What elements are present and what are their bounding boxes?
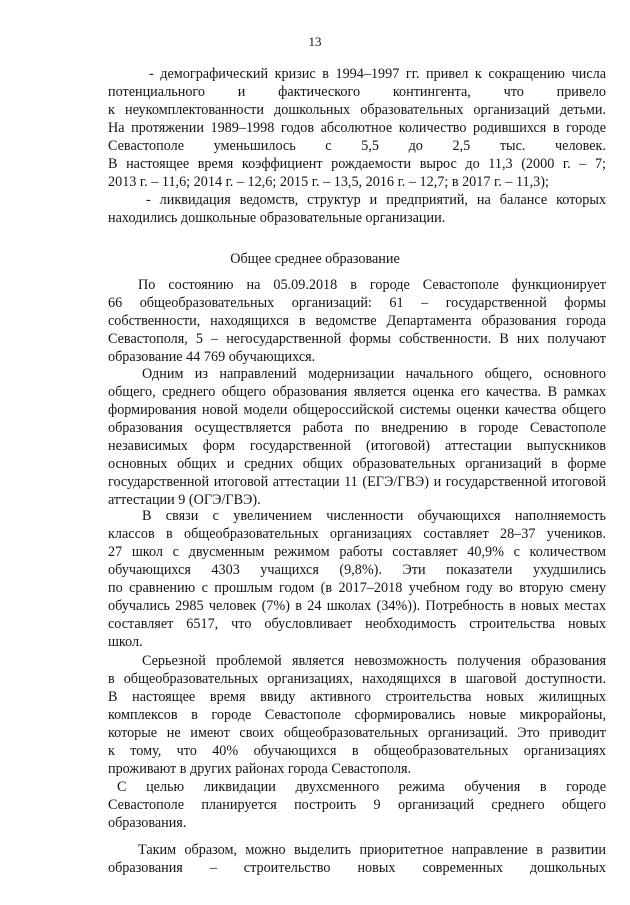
text-line: - демографический кризис в 1994–1997 гг. привел к сокращению числа bbox=[149, 66, 606, 82]
text-line: Таким образом, можно выделить приоритетное направление в развитии bbox=[138, 842, 606, 858]
text-line: потенциального и фактического контингента, что привело bbox=[108, 84, 606, 100]
text-line: 2013 г. – 11,6; 2014 г. – 12,6; 2015 г. – 13,5, 2016 г. – 12,7; в 2017 г. – 11,3); bbox=[108, 174, 549, 190]
text-line: образования осуществляется работа по внедрению в городе Севастополе bbox=[108, 420, 606, 436]
text-line: школ. bbox=[108, 634, 143, 650]
text-line: составляет 6517, что обусловливает необходимость строительства новых bbox=[108, 616, 606, 632]
text-line: На протяжении 1989–1998 годов абсолютное количество родившихся в городе bbox=[108, 120, 606, 136]
text-line: С целью ликвидации двухсменного режима обучения в городе bbox=[117, 779, 606, 795]
page-number: 13 bbox=[308, 34, 322, 49]
text-line: находились дошкольные образовательные организации. bbox=[108, 210, 446, 226]
text-line: образования – строительство новых современных дошкольных bbox=[108, 860, 606, 876]
text-line: В настоящее время ввиду активного строительства новых жилищных bbox=[108, 689, 606, 705]
text-line: Серьезной проблемой является невозможность получения образования bbox=[142, 653, 606, 669]
text-line: образования. bbox=[108, 815, 187, 831]
text-line: Севастополя, 5 – негосударственной формы собственности. В них получают bbox=[108, 331, 606, 347]
text-line: Одним из направлений модернизации начального общего, основного bbox=[142, 366, 606, 382]
text-line: классов в общеобразовательных организациях составляет 28–37 учеников. bbox=[108, 526, 606, 542]
text-line: образование 44 769 обучающихся. bbox=[108, 349, 316, 365]
text-line: 66 общеобразовательных организаций: 61 – государственной формы bbox=[108, 295, 606, 311]
text-line: Севастополе уменьшилось с 5,5 до 2,5 тыс. человек. bbox=[108, 138, 606, 154]
text-line: собственности, находящихся в ведомстве Департамента образования города bbox=[108, 313, 606, 329]
text-line: В связи с увеличением численности обучающихся наполняемость bbox=[142, 508, 606, 524]
text-line: обучающихся 4303 учащихся (9,8%). Эти показатели ухудшились bbox=[108, 562, 606, 578]
text-line: В настоящее время коэффициент рождаемости вырос до 11,3 (2000 г. – 7; bbox=[108, 156, 606, 172]
text-line: основных общих и средних общих образовательных организаций в форме bbox=[108, 456, 606, 472]
text-line: государственной итоговой аттестации 11 (ЕГЭ/ГВЭ) и государственной итоговой bbox=[108, 474, 606, 490]
text-line: которые не имеют своих общеобразовательных организаций. Это приводит bbox=[108, 725, 606, 741]
text-line: обучались 2985 человек (7%) в 24 школах (34%)). Потребность в новых местах bbox=[108, 598, 606, 614]
text-line: независимых форм государственной (итоговой) аттестации выпускников bbox=[108, 438, 606, 454]
text-line: по сравнению с прошлым годом (в 2017–2018 учебном году во вторую смену bbox=[108, 580, 606, 596]
text-line: 27 школ с двусменным режимом работы составляет 40,9% с количеством bbox=[108, 544, 606, 560]
text-line: аттестации 9 (ОГЭ/ГВЭ). bbox=[108, 492, 261, 508]
text-line: проживают в других районах города Севастополя. bbox=[108, 761, 412, 777]
text-line: - ликвидация ведомств, структур и предприятий, на балансе которых bbox=[146, 192, 606, 208]
text-line: в общеобразовательных организациях, находящихся в шаговой доступности. bbox=[108, 671, 606, 687]
text-line: комплексов в городе Севастополе сформировались новые микрорайоны, bbox=[108, 707, 606, 723]
text-line: к неукомплектованности дошкольных образовательных организаций детьми. bbox=[108, 102, 606, 118]
text-line: Севастополе планируется построить 9 организаций среднего общего bbox=[108, 797, 606, 813]
section-heading: Общее среднее образование bbox=[230, 251, 400, 267]
text-line: общего, среднего общего образования является оценка его качества. В рамках bbox=[108, 384, 606, 400]
text-line: формирования новой модели общероссийской системы оценки качества общего bbox=[108, 402, 606, 418]
text-line: к тому, что 40% обучающихся в общеобразовательных организациях bbox=[108, 743, 606, 759]
text-line: По состоянию на 05.09.2018 в городе Севастополе функционирует bbox=[138, 277, 606, 293]
